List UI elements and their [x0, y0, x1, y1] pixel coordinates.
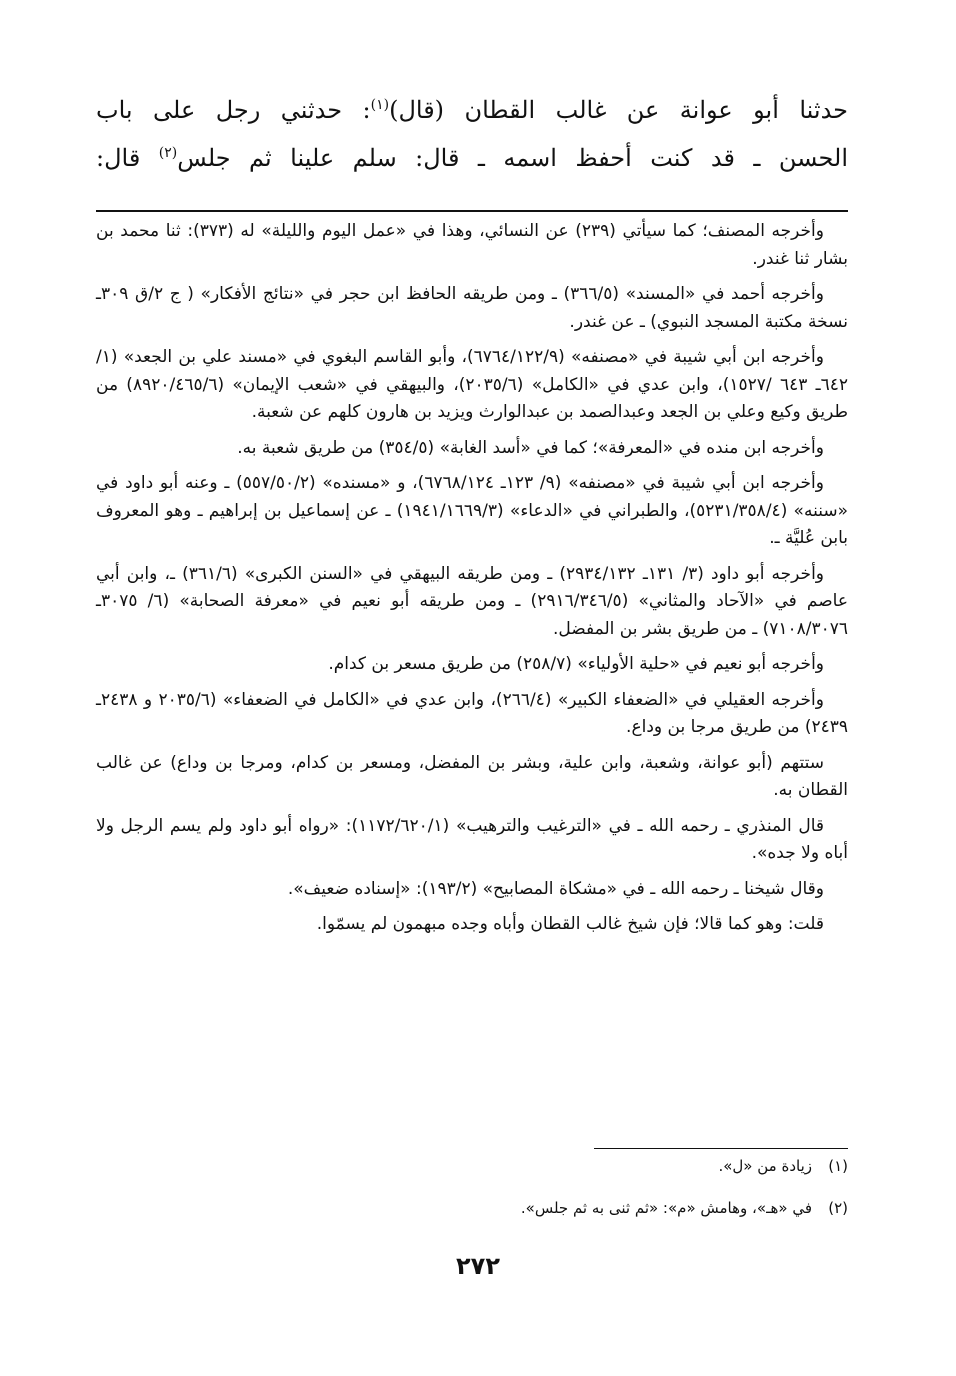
note-paragraph: قال المنذري ـ رحمه الله ـ في «الترغيب والترهيب» (١١٧٢/٦٢٠/١): «رواه أبو داود ولم يسم الرجل ولا أباه ولا جده».	[96, 815, 848, 863]
main-line-1	[96, 86, 848, 134]
note-paragraph: وأخرجه ابن أبي شيبة في «مصنفه» (٩/ ١٢٣ـ ٦٧٦٨/١٢٤)، و «مسنده» (٥٥٧/٥٠/٢) ـ وعنه أبو داود في «سننه» (٥٢٣١/٣٥٨/٤)، والطبراني في «الدعاء» (١٩٤١/١٦٦٩/٣) ـ عن إسماعيل بن إبراهيم ـ وهو المعروف بابن عُليَّة ـ.	[96, 473, 848, 548]
note-paragraph: ستتهم (أبو عوانة، وشعبة، وابن علية، وبشر بن المفضل، ومسعر بن كدام، ومرجا بن وداع) عن غالب القطان به.	[96, 752, 848, 800]
note-paragraph: وأخرجه ابن منده في «المعرفة»؛ كما في «أسد الغابة» (٣٥٤/٥) من طريق شعبة به.	[237, 437, 824, 458]
footnote	[96, 1156, 848, 1176]
footnotes	[96, 1156, 848, 1240]
main-line-1-text: حدثنا أبو عوانة عن غالب القطان (قال)	[389, 96, 848, 124]
note-paragraph: وقال شيخنا ـ رحمه الله ـ في «مشكاة المصابيح» (١٩٣/٢): «إسناده ضعيف».	[287, 878, 824, 899]
main-line-1-text-end: : حدثني رجل على باب	[96, 96, 371, 124]
note-paragraph: وأخرجه العقيلي في «الضعفاء الكبير» (٢٦٦/٤)، وابن عدي في «الكامل في الضعفاء» (٢٠٣٥/٦ و ٢٤٣٨ـ ٢٤٣٩) من طريق مرجا بن وداع.	[96, 689, 848, 737]
footnote-text: في «هـ»، وهامش «م»: «ثم ثنى به ثم جلس».	[520, 1199, 812, 1217]
separator-rule	[96, 210, 848, 212]
note-paragraph: وأخرجه أحمد في «المسند» (٣٦٦/٥) ـ ومن طريقه الحافظ ابن حجر في «نتائج الأفكار» ( ج ٢/ق ٣٠٩ـ نسخة مكتبة المسجد النبوي) ـ عن غندر.	[96, 284, 848, 332]
main-line-2-text-end: قال:	[96, 144, 159, 172]
footnote-ref-2: (٢)	[158, 145, 178, 161]
main-text	[96, 86, 848, 182]
footnote-ref-1: (١)	[370, 97, 390, 113]
note-paragraph: وأخرجه المصنف؛ كما سيأتي (٢٣٩) عن النسائي، وهذا في «عمل اليوم والليلة» له (٣٧٣): ثنا محمد بن بشار ثنا غندر.	[96, 221, 848, 269]
footnote-number: (٢)	[828, 1199, 848, 1217]
note-paragraph: وأخرجه أبو نعيم في «حلية الأولياء» (٢٥٨/٧) من طريق مسعر بن كدام.	[328, 654, 824, 674]
page-number: ٢٧٢	[456, 1252, 500, 1280]
footnote-number: (١)	[828, 1157, 848, 1175]
main-line-2	[96, 134, 848, 182]
footnote-separator	[594, 1148, 848, 1149]
annotation-notes	[96, 218, 848, 947]
note-paragraph: وأخرجه أبو داود (٣/ ١٣١ـ ٢٩٣٤/١٣٢) ـ ومن طريقه البيهقي في «السنن الكبرى» (٣٦١/٦) ـ، وابن أبي عاصم في «الآحاد والمثاني» (٢٩١٦/٣٤٦/٥) ـ ومن طريقه أبو نعيم في «معرفة الصحابة» (٦/ ٣٠٧٥ـ ٧١٠٨/٣٠٧٦) ـ من طريق بشر بن المفضل.	[96, 563, 848, 639]
footnote-text: زيادة من «ل».	[718, 1157, 812, 1175]
main-line-2-text: الحسن ـ قد كنت أحفظ اسمه ـ قال: سلم علينا ثم جلس	[177, 144, 849, 172]
footnote	[96, 1198, 848, 1218]
note-paragraph: قلت: وهو كما قالا؛ فإن شيخ غالب القطان وأباه وجده مبهمون لم يسمّوا.	[316, 914, 824, 934]
note-paragraph: وأخرجه ابن أبي شيبة في «مصنفه» (٦٧٦٤/١٢٢/٩)، وأبو القاسم البغوي في «مسند علي بن الجعد» (١/ ٦٤٢ـ ٦٤٣ /١٥٢٧)، وابن عدي في «الكامل» (٢٠٣٥/٦)، والبيهقي في «شعب الإيمان» (٨٩٢٠/٤٦٥/٦) من طريق وكيع وعلي بن الجعد وعبدالصمد بن عبدالوارث ويزيد بن هارون كلهم عن شعبة.	[96, 347, 848, 422]
